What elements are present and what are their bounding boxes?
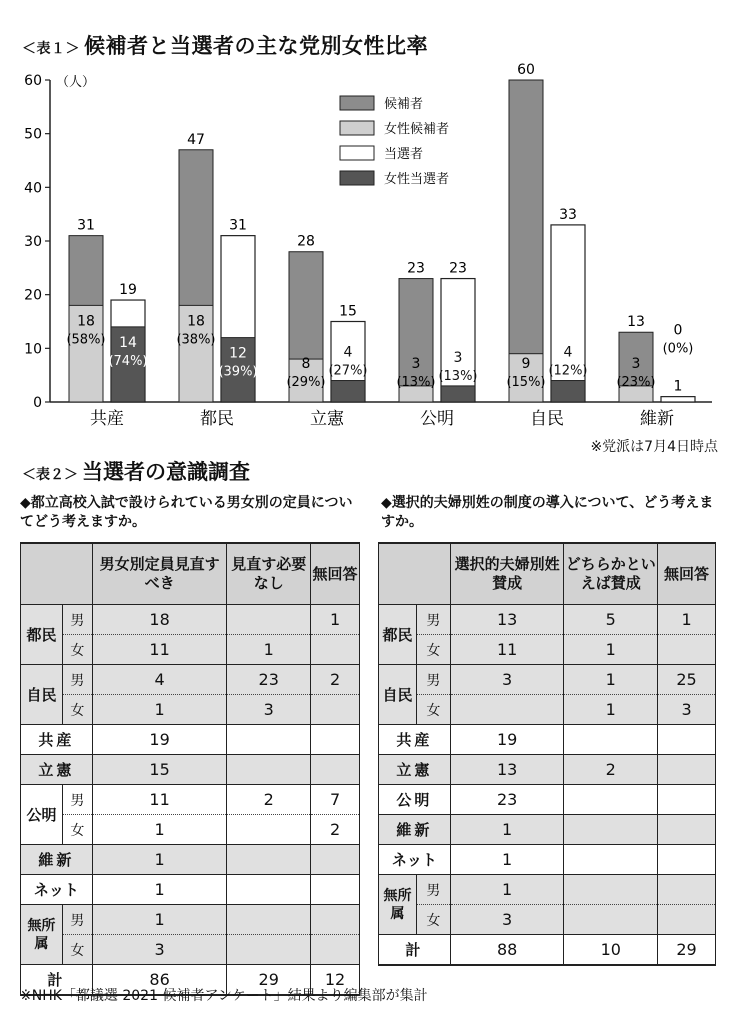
right-header-3: 無回答 bbox=[658, 543, 716, 605]
table-cell: 86 bbox=[92, 965, 227, 996]
pct-label-female-candidates: (23%) bbox=[616, 375, 656, 390]
table-cell: 25 bbox=[658, 665, 716, 695]
table-cell bbox=[311, 935, 360, 965]
table-cell: 3 bbox=[450, 665, 564, 695]
sex-male: 男 bbox=[416, 665, 450, 695]
pct-label-female-elected: (27%) bbox=[328, 363, 368, 379]
table-cell: 23 bbox=[227, 665, 311, 695]
bar-chart bbox=[0, 60, 738, 440]
data-label-female-candidates: 9 bbox=[521, 356, 531, 372]
bar-female-elected bbox=[331, 381, 365, 402]
table-cell: 29 bbox=[227, 965, 311, 996]
bar-female-elected bbox=[551, 381, 585, 402]
sex-female: 女 bbox=[416, 635, 450, 665]
table-cell: 12 bbox=[311, 965, 360, 996]
legend-swatch bbox=[340, 146, 374, 160]
category-label: 共産 bbox=[90, 409, 124, 429]
category-label: 立憲 bbox=[310, 409, 344, 429]
left-header-3: 無回答 bbox=[311, 543, 360, 605]
row-label-jimin: 自民 bbox=[21, 665, 63, 725]
table-cell: 1 bbox=[92, 815, 227, 845]
data-label-elected: 1 bbox=[673, 378, 683, 395]
table-cell: 11 bbox=[92, 785, 227, 815]
sex-female: 女 bbox=[62, 935, 92, 965]
y-tick-label: 0 bbox=[33, 395, 42, 411]
table-cell bbox=[658, 815, 716, 845]
left-header-2: 見直す必要なし bbox=[227, 543, 311, 605]
table-cell bbox=[564, 905, 658, 935]
data-label-female-elected: 0 bbox=[673, 322, 683, 339]
pct-label-female-candidates: (58%) bbox=[66, 332, 106, 348]
table-cell bbox=[658, 905, 716, 935]
row-label-komei: 公明 bbox=[21, 785, 63, 845]
table-cell bbox=[227, 935, 311, 965]
row-label-rikken: 立憲 bbox=[21, 755, 93, 785]
table-cell: 1 bbox=[658, 605, 716, 635]
category-label: 公明 bbox=[420, 409, 454, 429]
table-cell: 13 bbox=[450, 605, 564, 635]
data-label-female-candidates: 18 bbox=[77, 313, 95, 330]
legend-swatch bbox=[340, 171, 374, 185]
data-label-elected: 15 bbox=[339, 303, 357, 320]
table-cell: 1 bbox=[92, 905, 227, 935]
bar-female-elected bbox=[441, 386, 475, 402]
table-cell bbox=[564, 875, 658, 905]
table-cell bbox=[658, 875, 716, 905]
pct-label-female-candidates: (13%) bbox=[396, 375, 436, 390]
table-cell bbox=[564, 785, 658, 815]
row-label-mushozoku: 無所属 bbox=[21, 905, 63, 965]
table-cell: 1 bbox=[564, 695, 658, 725]
table-cell bbox=[227, 725, 311, 755]
data-label-female-elected: 14 bbox=[119, 334, 137, 351]
table-cell bbox=[311, 845, 360, 875]
table-cell: 29 bbox=[658, 935, 716, 966]
table-cell: 88 bbox=[450, 935, 564, 966]
table-cell bbox=[658, 635, 716, 665]
legend-swatch bbox=[340, 121, 374, 135]
table-cell: 3 bbox=[658, 695, 716, 725]
data-label-female-elected: 3 bbox=[453, 349, 463, 366]
table-cell bbox=[564, 725, 658, 755]
data-label-candidates: 60 bbox=[517, 62, 535, 78]
pct-label-female-elected: (74%) bbox=[108, 353, 148, 369]
y-tick-label: 60 bbox=[24, 73, 42, 89]
table-cell: 10 bbox=[564, 935, 658, 966]
table-cell: 7 bbox=[311, 785, 360, 815]
sex-male: 男 bbox=[416, 875, 450, 905]
sex-female: 女 bbox=[62, 695, 92, 725]
table-cell bbox=[311, 905, 360, 935]
legend-label: 当選者 bbox=[384, 147, 424, 162]
table-cell bbox=[311, 695, 360, 725]
sex-male: 男 bbox=[416, 605, 450, 635]
table-cell: 1 bbox=[564, 665, 658, 695]
table-cell bbox=[564, 815, 658, 845]
table-cell: 3 bbox=[227, 695, 311, 725]
sex-male: 男 bbox=[62, 905, 92, 935]
table-cell: 11 bbox=[450, 635, 564, 665]
row-label-total: 計 bbox=[379, 935, 451, 966]
table2-title: ＜表２＞ 当選者の意識調査 bbox=[22, 460, 250, 484]
category-label: 都民 bbox=[200, 409, 234, 429]
left-question: ◆都立高校入試で設けられている男女別の定員についてどう考えますか。 bbox=[20, 495, 353, 530]
right-survey-table bbox=[378, 542, 716, 966]
pct-label-female-elected: (12%) bbox=[548, 363, 588, 379]
data-label-elected: 31 bbox=[229, 217, 247, 234]
table-cell: 3 bbox=[450, 905, 564, 935]
data-label-female-candidates: 3 bbox=[411, 356, 421, 372]
table-cell: 5 bbox=[564, 605, 658, 635]
y-tick-label: 10 bbox=[24, 341, 42, 358]
table-cell bbox=[450, 695, 564, 725]
data-label-candidates: 13 bbox=[627, 314, 645, 331]
right-question: ◆選択的夫婦別姓の制度の導入について、どう考えますか。 bbox=[381, 495, 714, 530]
row-label-rikken: 立憲 bbox=[379, 755, 451, 785]
pct-label-female-elected: (13%) bbox=[438, 368, 478, 384]
data-label-female-elected: 4 bbox=[563, 344, 573, 361]
legend-swatch bbox=[340, 96, 374, 110]
table-cell bbox=[227, 605, 311, 635]
table-cell: 1 bbox=[227, 635, 311, 665]
data-label-candidates: 31 bbox=[77, 217, 95, 234]
row-label-net: ネット bbox=[379, 845, 451, 875]
table-cell bbox=[658, 725, 716, 755]
pct-label-female-candidates: (38%) bbox=[176, 332, 216, 348]
table-cell: 13 bbox=[450, 755, 564, 785]
table-cell bbox=[311, 635, 360, 665]
data-label-elected: 33 bbox=[559, 206, 577, 223]
table-cell bbox=[658, 755, 716, 785]
table-cell: 19 bbox=[450, 725, 564, 755]
y-tick-label: 30 bbox=[24, 234, 42, 250]
table-cell: 1 bbox=[450, 845, 564, 875]
y-tick-label: 40 bbox=[24, 180, 42, 197]
sex-female: 女 bbox=[62, 635, 92, 665]
table-cell: 1 bbox=[450, 815, 564, 845]
row-label-net: ネット bbox=[21, 875, 93, 905]
table-cell: 18 bbox=[92, 605, 227, 635]
row-label-jimin: 自民 bbox=[379, 665, 417, 725]
legend-label: 女性当選者 bbox=[384, 172, 450, 187]
row-label-ishin: 維新 bbox=[379, 815, 451, 845]
pct-label-female-elected: (39%) bbox=[218, 364, 258, 380]
right-header-2: どちらかといえば賛成 bbox=[564, 543, 658, 605]
sex-female: 女 bbox=[416, 905, 450, 935]
data-label-elected: 19 bbox=[119, 282, 137, 299]
table-cell: 3 bbox=[92, 935, 227, 965]
row-label-tomin: 都民 bbox=[21, 605, 63, 665]
row-label-komei: 公明 bbox=[379, 785, 451, 815]
left-survey-table bbox=[20, 542, 360, 996]
row-label-mushozoku: 無所属 bbox=[379, 875, 417, 935]
sex-female: 女 bbox=[416, 695, 450, 725]
table-cell: 19 bbox=[92, 725, 227, 755]
legend-label: 女性候補者 bbox=[384, 122, 450, 137]
data-label-female-candidates: 3 bbox=[631, 356, 641, 372]
data-label-female-elected: 4 bbox=[343, 344, 353, 361]
data-label-female-candidates: 18 bbox=[187, 313, 205, 330]
sex-female: 女 bbox=[62, 815, 92, 845]
party-note: ※党派は7月4日時点 bbox=[590, 439, 718, 455]
pct-label-female-candidates: (15%) bbox=[506, 375, 546, 390]
sex-male: 男 bbox=[62, 665, 92, 695]
source-note: ※NHK「都議選 2021 候補者アンケート」結果より編集部が集計 bbox=[20, 988, 428, 1004]
bar-elected bbox=[661, 397, 695, 402]
table1-title: ＜表１＞ 候補者と当選者の主な党別女性比率 bbox=[22, 34, 428, 58]
table-cell: 15 bbox=[92, 755, 227, 785]
row-label-ishin: 維新 bbox=[21, 845, 93, 875]
table-cell: 1 bbox=[92, 695, 227, 725]
table-cell: 2 bbox=[227, 785, 311, 815]
table-cell bbox=[227, 905, 311, 935]
table-cell bbox=[658, 845, 716, 875]
table-cell: 23 bbox=[450, 785, 564, 815]
sex-male: 男 bbox=[62, 785, 92, 815]
category-label: 自民 bbox=[530, 409, 564, 429]
table-cell: 1 bbox=[564, 635, 658, 665]
row-label-kyosan: 共産 bbox=[21, 725, 93, 755]
data-label-candidates: 23 bbox=[407, 260, 425, 277]
table-cell: 2 bbox=[564, 755, 658, 785]
right-header-1: 選択的夫婦別姓賛成 bbox=[450, 543, 564, 605]
sex-male: 男 bbox=[62, 605, 92, 635]
y-unit-label: （人） bbox=[56, 75, 96, 90]
table-cell: 11 bbox=[92, 635, 227, 665]
table-cell: 2 bbox=[311, 815, 360, 845]
table-cell: 1 bbox=[311, 605, 360, 635]
table-cell bbox=[311, 755, 360, 785]
row-label-total: 計 bbox=[21, 965, 93, 996]
row-label-kyosan: 共産 bbox=[379, 725, 451, 755]
data-label-female-elected: 12 bbox=[229, 345, 247, 362]
table-cell bbox=[564, 845, 658, 875]
data-label-candidates: 28 bbox=[297, 233, 315, 250]
table-cell bbox=[311, 725, 360, 755]
y-tick-label: 50 bbox=[24, 126, 42, 143]
table-cell bbox=[227, 875, 311, 905]
table-cell bbox=[227, 755, 311, 785]
legend-label: 候補者 bbox=[384, 97, 424, 112]
table-cell: 1 bbox=[92, 845, 227, 875]
row-label-tomin: 都民 bbox=[379, 605, 417, 665]
pct-label-female-candidates: (29%) bbox=[286, 375, 326, 390]
data-label-candidates: 47 bbox=[187, 131, 205, 148]
category-label: 維新 bbox=[640, 409, 674, 429]
table-cell: 1 bbox=[450, 875, 564, 905]
table-cell: 2 bbox=[311, 665, 360, 695]
left-header-1: 男女別定員見直すべき bbox=[92, 543, 227, 605]
table-cell bbox=[658, 785, 716, 815]
pct-label-female-elected: (0%) bbox=[662, 341, 694, 357]
table-cell: 1 bbox=[92, 875, 227, 905]
data-label-female-candidates: 8 bbox=[301, 356, 311, 372]
table-cell: 4 bbox=[92, 665, 227, 695]
data-label-elected: 23 bbox=[449, 260, 467, 277]
table-cell bbox=[227, 845, 311, 875]
table-cell bbox=[311, 875, 360, 905]
table-cell bbox=[227, 815, 311, 845]
y-tick-label: 20 bbox=[24, 287, 42, 304]
